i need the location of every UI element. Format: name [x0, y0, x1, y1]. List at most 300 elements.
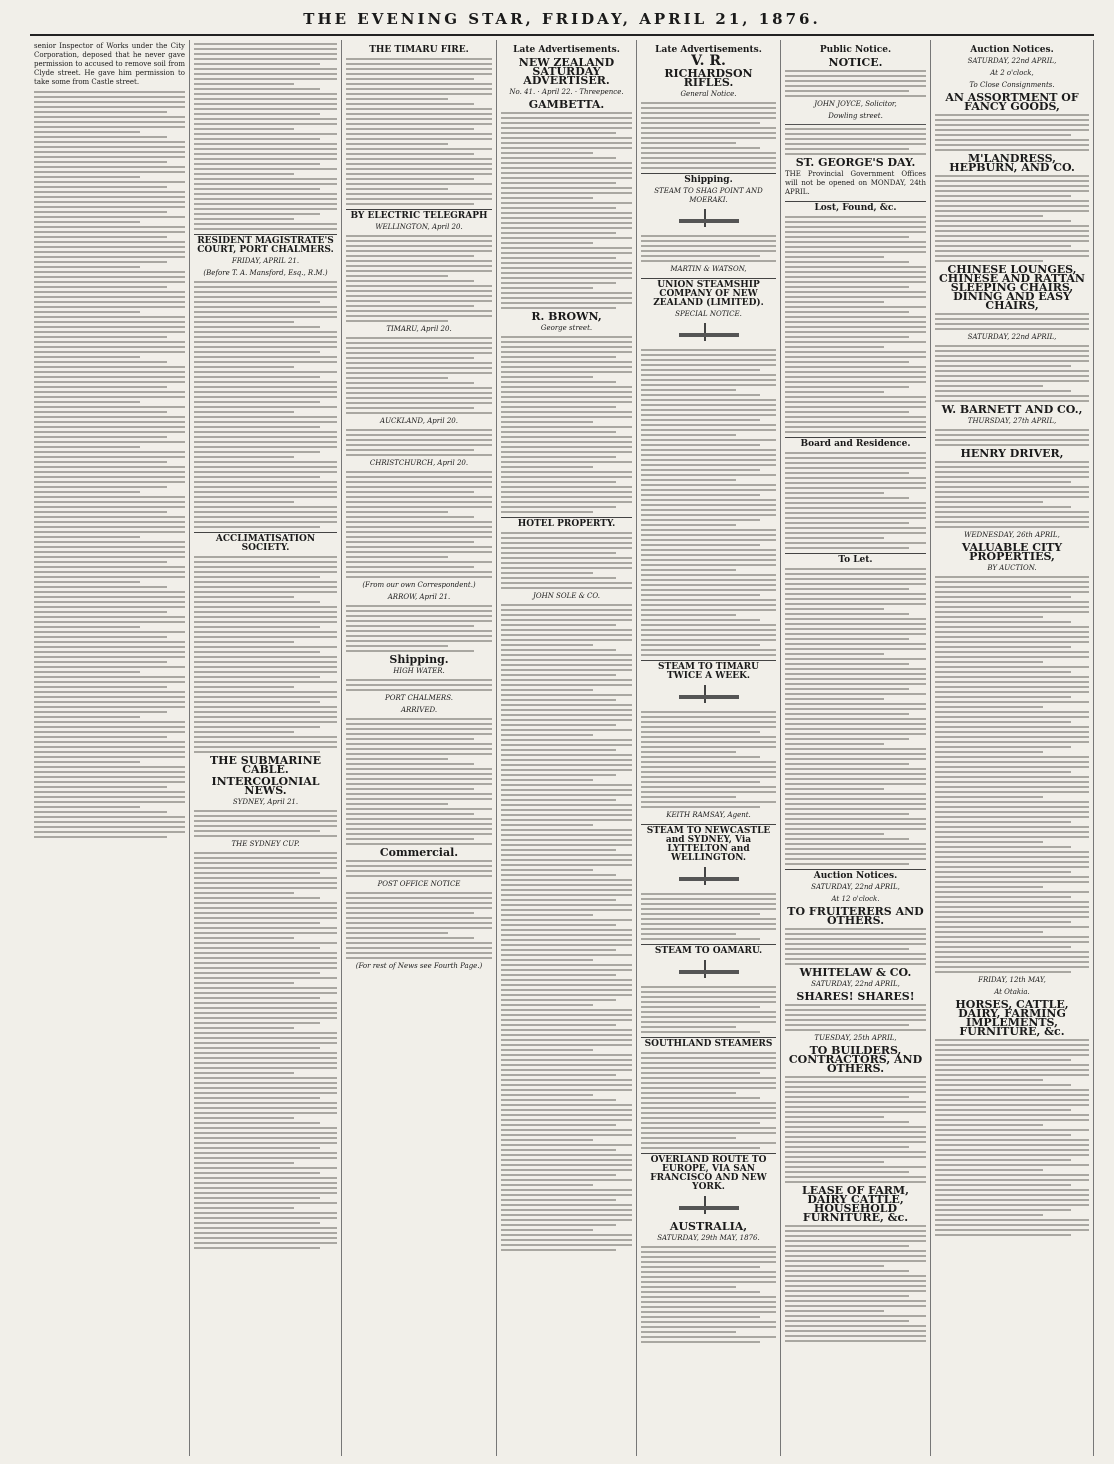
text-line	[346, 245, 492, 247]
text-line	[785, 517, 926, 519]
text-line	[346, 902, 492, 904]
text-line	[935, 621, 1071, 623]
text-line	[501, 431, 616, 433]
text-line	[346, 803, 448, 805]
text-line	[501, 496, 632, 498]
text-line	[501, 814, 632, 816]
sydney-dateline: SYDNEY, April 21.	[232, 798, 299, 806]
text-line	[501, 614, 632, 616]
text-line	[194, 356, 337, 358]
text-line	[641, 359, 776, 361]
text-line	[346, 561, 492, 563]
text-line	[935, 956, 1089, 958]
text-line	[34, 701, 185, 703]
text-line	[785, 276, 926, 278]
text-line	[501, 172, 632, 174]
text-line	[935, 260, 1043, 262]
text-line	[935, 586, 1089, 588]
text-line	[501, 537, 632, 539]
text-line	[194, 1107, 337, 1109]
text-line	[194, 1042, 337, 1044]
text-line	[194, 681, 337, 683]
text-line	[785, 95, 926, 97]
text-line	[194, 198, 337, 200]
text-line	[935, 751, 1043, 753]
text-line	[194, 48, 337, 50]
text-line	[194, 736, 337, 738]
text-line	[785, 128, 926, 130]
union-body	[641, 349, 776, 656]
text-line	[935, 245, 1071, 247]
text-line	[346, 625, 474, 627]
text-line	[935, 1204, 1089, 1206]
text-line	[501, 1234, 632, 1236]
text-line	[641, 781, 760, 783]
text-line	[935, 711, 1089, 713]
text-line	[641, 1341, 760, 1343]
text-line	[785, 793, 926, 795]
text-line	[935, 636, 1089, 638]
text-line	[194, 396, 337, 398]
text-line	[641, 255, 760, 257]
text-line	[501, 346, 632, 348]
text-line	[501, 974, 616, 976]
text-line	[935, 380, 1089, 382]
text-line	[935, 521, 1089, 523]
text-line	[34, 431, 185, 433]
text-line	[641, 1122, 760, 1124]
text-line	[785, 1151, 926, 1153]
text-line	[194, 183, 337, 185]
text-line	[641, 434, 736, 436]
text-line	[785, 813, 909, 815]
text-line	[346, 153, 474, 155]
text-line	[785, 1004, 926, 1006]
text-line	[641, 1112, 776, 1114]
auction1-body	[785, 928, 926, 965]
text-line	[641, 796, 736, 798]
text-line	[785, 748, 926, 750]
text-line	[935, 1209, 1071, 1211]
overland-body	[641, 1246, 776, 1343]
text-line	[194, 103, 337, 105]
text-line	[194, 331, 337, 333]
text-line	[641, 122, 760, 124]
text-line	[935, 461, 1089, 463]
text-line	[501, 949, 616, 951]
text-line	[935, 756, 1089, 758]
text-line	[785, 85, 926, 87]
text-line	[34, 331, 185, 333]
hotel-body	[501, 532, 632, 589]
text-line	[194, 912, 337, 914]
text-line	[194, 825, 337, 827]
text-line	[501, 1119, 632, 1121]
text-line	[194, 1147, 320, 1149]
text-line	[346, 183, 492, 185]
text-line	[641, 102, 776, 104]
auction3-date: TUESDAY, 25th APRIL,	[814, 1034, 897, 1042]
text-line	[935, 691, 1089, 693]
text-line	[935, 671, 1071, 673]
text-line	[34, 401, 140, 403]
text-line	[501, 994, 632, 996]
text-line	[194, 616, 337, 618]
text-line	[501, 1169, 632, 1171]
text-line	[785, 1009, 926, 1011]
text-line	[346, 78, 474, 80]
text-line	[501, 351, 632, 353]
text-line	[346, 305, 474, 307]
text-line	[935, 1234, 1071, 1236]
text-line	[501, 207, 616, 209]
text-line	[501, 127, 632, 129]
text-line	[194, 371, 337, 373]
text-line	[501, 1079, 632, 1081]
text-line	[346, 392, 492, 394]
text-line	[641, 419, 760, 421]
text-line	[501, 1134, 632, 1136]
text-line	[935, 911, 1089, 913]
text-line	[641, 479, 736, 481]
timaru-fire-body	[346, 58, 492, 205]
valuable-heading: VALUABLE CITY PROPERTIES,	[961, 541, 1063, 563]
text-line	[641, 766, 776, 768]
text-line	[935, 1079, 1043, 1081]
text-line	[34, 631, 185, 633]
to-let-heading: To Let.	[785, 553, 926, 565]
text-line	[935, 581, 1089, 583]
overland-ship: AUSTRALIA,	[669, 1220, 748, 1233]
text-line	[785, 1335, 926, 1337]
text-line	[641, 991, 776, 993]
text-line	[34, 396, 185, 398]
text-line	[346, 907, 492, 909]
horses-heading: HORSES, CATTLE, DAIRY, FARMING IMPLEMENTS, FURNITURE, &c.	[955, 998, 1069, 1038]
text-line	[785, 291, 926, 293]
text-line	[935, 491, 1089, 493]
text-line	[641, 806, 760, 808]
text-line	[935, 916, 1089, 918]
text-line	[935, 516, 1089, 518]
text-line	[346, 813, 474, 815]
text-line	[346, 768, 492, 770]
text-line	[641, 107, 776, 109]
text-line	[194, 852, 337, 854]
correspondent-note: (From our own Correspondent.)	[362, 581, 476, 589]
text-line	[346, 640, 492, 642]
text-line	[194, 867, 337, 869]
text-line	[34, 261, 167, 263]
text-line	[346, 337, 492, 339]
text-line	[785, 286, 909, 288]
text-line	[501, 699, 616, 701]
text-line	[34, 251, 185, 253]
text-line	[785, 683, 926, 685]
text-line	[346, 449, 474, 451]
commercial-body	[346, 860, 492, 877]
text-line	[785, 1106, 926, 1108]
text-line	[935, 651, 1089, 653]
text-line	[34, 536, 140, 538]
text-line	[641, 594, 760, 596]
text-line	[346, 397, 492, 399]
text-line	[194, 228, 337, 230]
text-line	[194, 656, 337, 658]
text-line	[641, 1261, 776, 1263]
text-line	[501, 759, 632, 761]
text-line	[194, 1247, 320, 1249]
text-line	[501, 446, 632, 448]
text-line	[785, 583, 926, 585]
text-line	[346, 290, 492, 292]
court-report-opening: senior Inspector of Works under the City Corporation, deposed that he never gave permission to accused to remove soil from Clyde street. He gave him permission to take some from Castle street.	[34, 42, 185, 86]
text-line	[34, 731, 185, 733]
text-line	[641, 1251, 776, 1253]
text-line	[935, 646, 1071, 648]
text-line	[501, 904, 632, 906]
text-line	[346, 556, 448, 558]
text-line	[641, 137, 776, 139]
text-line	[785, 938, 926, 940]
text-line	[346, 952, 492, 954]
text-line	[501, 799, 616, 801]
text-line	[194, 58, 337, 60]
column-4	[497, 40, 637, 1456]
text-line	[935, 821, 1071, 823]
text-line	[641, 469, 760, 471]
text-line	[194, 1027, 294, 1029]
text-line	[194, 163, 320, 165]
john-sole-heading: JOHN SOLE & CO.	[533, 592, 600, 600]
text-line	[501, 1189, 632, 1191]
text-line	[346, 620, 492, 622]
resident-body	[194, 281, 337, 528]
text-line	[34, 671, 140, 673]
text-line	[346, 280, 474, 282]
text-line	[346, 260, 492, 262]
text-line	[501, 1184, 593, 1186]
text-line	[501, 929, 632, 931]
text-line	[194, 466, 337, 468]
text-line	[194, 88, 320, 90]
text-line	[935, 826, 1089, 828]
draper-name: R. BROWN,	[531, 310, 602, 323]
text-line	[935, 781, 1089, 783]
text-line	[501, 567, 632, 569]
text-line	[935, 149, 1089, 151]
text-line	[935, 971, 1071, 973]
newcastle-body	[641, 893, 776, 940]
text-line	[501, 441, 632, 443]
text-line	[935, 466, 1089, 468]
text-line	[34, 111, 167, 113]
acclimatisation-body	[194, 556, 337, 753]
text-line	[346, 808, 492, 810]
text-line	[34, 736, 167, 738]
text-line	[935, 313, 1089, 315]
text-line	[194, 982, 294, 984]
text-line	[346, 576, 492, 578]
text-line	[501, 684, 632, 686]
public-notice-heading: Public Notice.	[819, 45, 892, 55]
rifles-crest: V. R.	[691, 53, 726, 69]
text-line	[346, 93, 492, 95]
text-line	[641, 474, 776, 476]
text-line	[346, 68, 492, 70]
text-line	[346, 546, 492, 548]
text-line	[34, 771, 185, 773]
text-line	[194, 1097, 320, 1099]
text-line	[194, 1092, 337, 1094]
text-line	[785, 1086, 926, 1088]
text-line	[194, 1227, 337, 1229]
text-line	[194, 857, 337, 859]
text-line	[935, 1224, 1089, 1226]
text-line	[501, 436, 632, 438]
text-line	[785, 858, 926, 860]
text-line	[501, 511, 593, 513]
text-line	[194, 917, 337, 919]
keith-ramsay: KEITH RAMSAY, Agent.	[666, 811, 751, 819]
text-line	[641, 1097, 760, 1099]
text-line	[34, 746, 185, 748]
text-line	[34, 526, 185, 528]
text-line	[34, 741, 185, 743]
text-line	[641, 893, 776, 895]
text-line	[785, 90, 909, 92]
text-line	[935, 1179, 1089, 1181]
text-line	[194, 566, 337, 568]
text-line	[935, 856, 1089, 858]
text-line	[935, 831, 1089, 833]
text-line	[194, 203, 337, 205]
text-line	[785, 963, 926, 965]
text-line	[785, 1310, 884, 1312]
text-line	[346, 481, 492, 483]
classified-ads	[501, 604, 632, 1251]
text-line	[935, 328, 1089, 330]
text-line	[785, 236, 909, 238]
text-line	[785, 788, 884, 790]
text-line	[346, 123, 492, 125]
text-line	[194, 606, 337, 608]
text-line	[785, 948, 909, 950]
text-line	[641, 484, 776, 486]
text-line	[501, 292, 632, 294]
text-line	[641, 751, 736, 753]
text-line	[785, 1014, 926, 1016]
late-ads-heading-2: Late Advertisements.	[655, 45, 762, 55]
text-line	[34, 301, 185, 303]
sydney-cup-heading: THE SYDNEY CUP.	[231, 840, 300, 848]
text-line	[935, 796, 1043, 798]
text-line	[641, 604, 776, 606]
text-line	[785, 356, 926, 358]
wellington-dateline: WELLINGTON, April 20.	[375, 223, 463, 231]
text-line	[785, 848, 926, 850]
text-line	[641, 379, 776, 381]
text-line	[501, 1064, 632, 1066]
text-line	[194, 1132, 337, 1134]
text-line	[641, 1087, 776, 1089]
text-line	[785, 633, 926, 635]
text-line	[785, 522, 909, 524]
text-line	[194, 301, 320, 303]
text-line	[641, 142, 736, 144]
column-2	[190, 40, 342, 1456]
text-line	[34, 646, 185, 648]
text-line	[501, 476, 632, 478]
lost-found-heading: Lost, Found, &c.	[785, 201, 926, 213]
text-line	[194, 491, 337, 493]
text-line	[935, 1159, 1071, 1161]
text-line	[194, 346, 337, 348]
text-line	[34, 136, 167, 138]
text-line	[34, 181, 185, 183]
text-line	[935, 936, 1089, 938]
text-line	[785, 1161, 884, 1163]
text-line	[194, 691, 337, 693]
auction-notices-heading: Auction Notices.	[785, 869, 926, 881]
text-line	[501, 361, 632, 363]
text-line	[346, 689, 492, 691]
text-line	[346, 58, 492, 60]
text-line	[935, 185, 1089, 187]
text-line	[501, 829, 632, 831]
text-line	[501, 461, 632, 463]
text-line	[935, 1039, 1089, 1041]
text-line	[501, 839, 632, 841]
text-line	[785, 688, 909, 690]
text-line	[501, 572, 593, 574]
intercolonial-body	[194, 810, 337, 837]
text-line	[935, 175, 1089, 177]
advertiser-date: April 22.	[541, 88, 573, 96]
lost-found-body	[785, 216, 926, 433]
text-line	[785, 507, 926, 509]
text-line	[785, 828, 926, 830]
text-line	[785, 80, 926, 82]
timaru-body	[346, 337, 492, 414]
text-line	[501, 411, 632, 413]
text-line	[641, 1031, 760, 1033]
wed-date: WEDNESDAY, 26th APRIL,	[964, 531, 1060, 539]
divider	[785, 124, 926, 125]
text-line	[641, 1147, 760, 1149]
text-line	[501, 547, 632, 549]
text-line	[194, 143, 337, 145]
text-line	[501, 1244, 632, 1246]
text-line	[34, 376, 185, 378]
text-line	[785, 502, 926, 504]
text-line	[641, 1132, 776, 1134]
rifles-heading: RICHARDSON RIFLES.	[664, 67, 753, 89]
text-line	[641, 504, 776, 506]
text-line	[194, 1052, 337, 1054]
text-line	[34, 446, 140, 448]
text-line	[501, 719, 632, 721]
sydney-cup-body	[194, 852, 337, 1249]
text-line	[641, 711, 776, 713]
text-line	[785, 768, 926, 770]
text-line	[34, 346, 185, 348]
text-line	[935, 250, 1089, 252]
text-line	[194, 451, 320, 453]
text-line	[501, 557, 632, 559]
text-line	[34, 236, 167, 238]
text-line	[785, 1076, 926, 1078]
